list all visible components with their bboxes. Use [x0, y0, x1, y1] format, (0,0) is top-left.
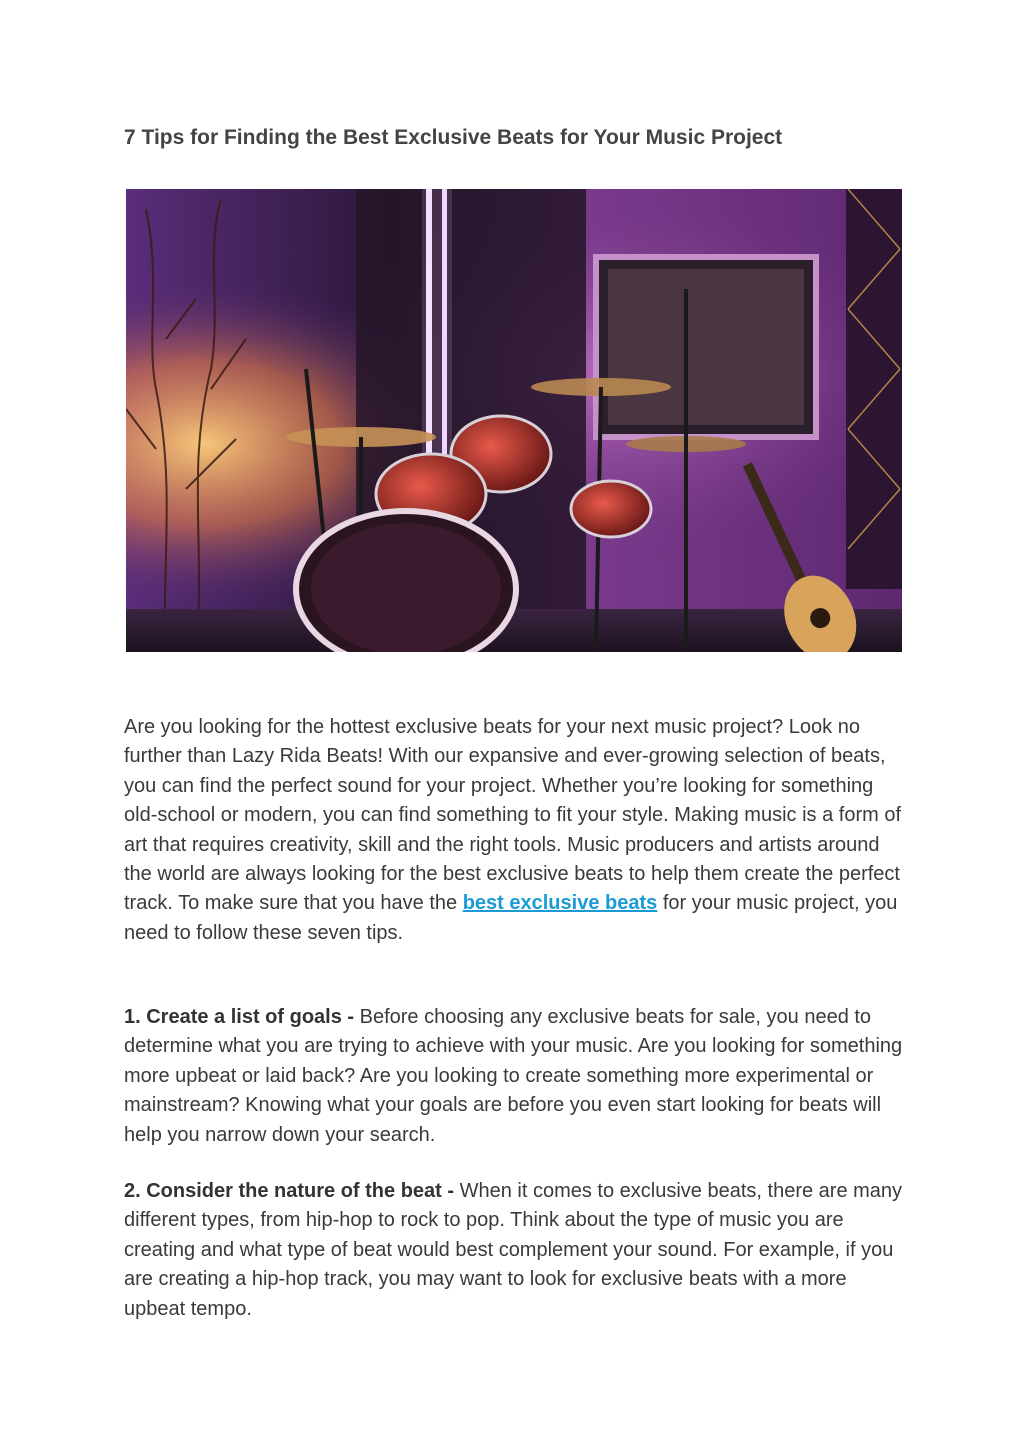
tip-heading-2: 2. Consider the nature of the beat - [124, 1180, 460, 1202]
tip-text-2: When it comes to exclusive beats, there are many different types, from hip-hop to rock to pop. Think about the type of music you are creating and what type of beat would best complement your sound. For example, if you are creating a hip-hop track, you may want to look for exclusive beats with a more upbeat tempo. [124, 1180, 903, 1320]
tip-paragraph-2 [124, 1177, 904, 1324]
tip-text-1: Before choosing any exclusive beats for sale, you need to determine what you are trying to achieve with your music. Are you looking for something more upbeat or laid back? Are you looking to create something more experimental or mainstream? Knowing what your goals are before you even start looking for beats will help you narrow down your search. [124, 1006, 903, 1146]
tip-paragraph-1 [124, 1003, 904, 1150]
tip-heading-1: 1. Create a list of goals - [124, 1006, 360, 1028]
best-exclusive-beats-link[interactable]: best exclusive beats [462, 892, 658, 915]
hero-image [126, 189, 902, 652]
intro-paragraph [124, 713, 904, 948]
intro-text-before: Are you looking for the hottest exclusive beats for your next music project? Look no further than Lazy Rida Beats! With our expansive and ever-growing selection of beats, you can find the perfect sound for your project. Whether you’re looking for something old-school or modern, you can find something to fit your style. Making music is a form of art that requires creativity, skill and the right tools. Music producers and artists around the world are always looking for the best exclusive beats to help them create the perfect track. To make sure that you have the [124, 716, 902, 915]
page-title: 7 Tips for Finding the Best Exclusive Beats for Your Music Project [124, 126, 783, 149]
drum-kit-studio-photo [126, 189, 902, 652]
intro-text-after: for your music project, you need to follow these seven tips. [124, 892, 898, 944]
